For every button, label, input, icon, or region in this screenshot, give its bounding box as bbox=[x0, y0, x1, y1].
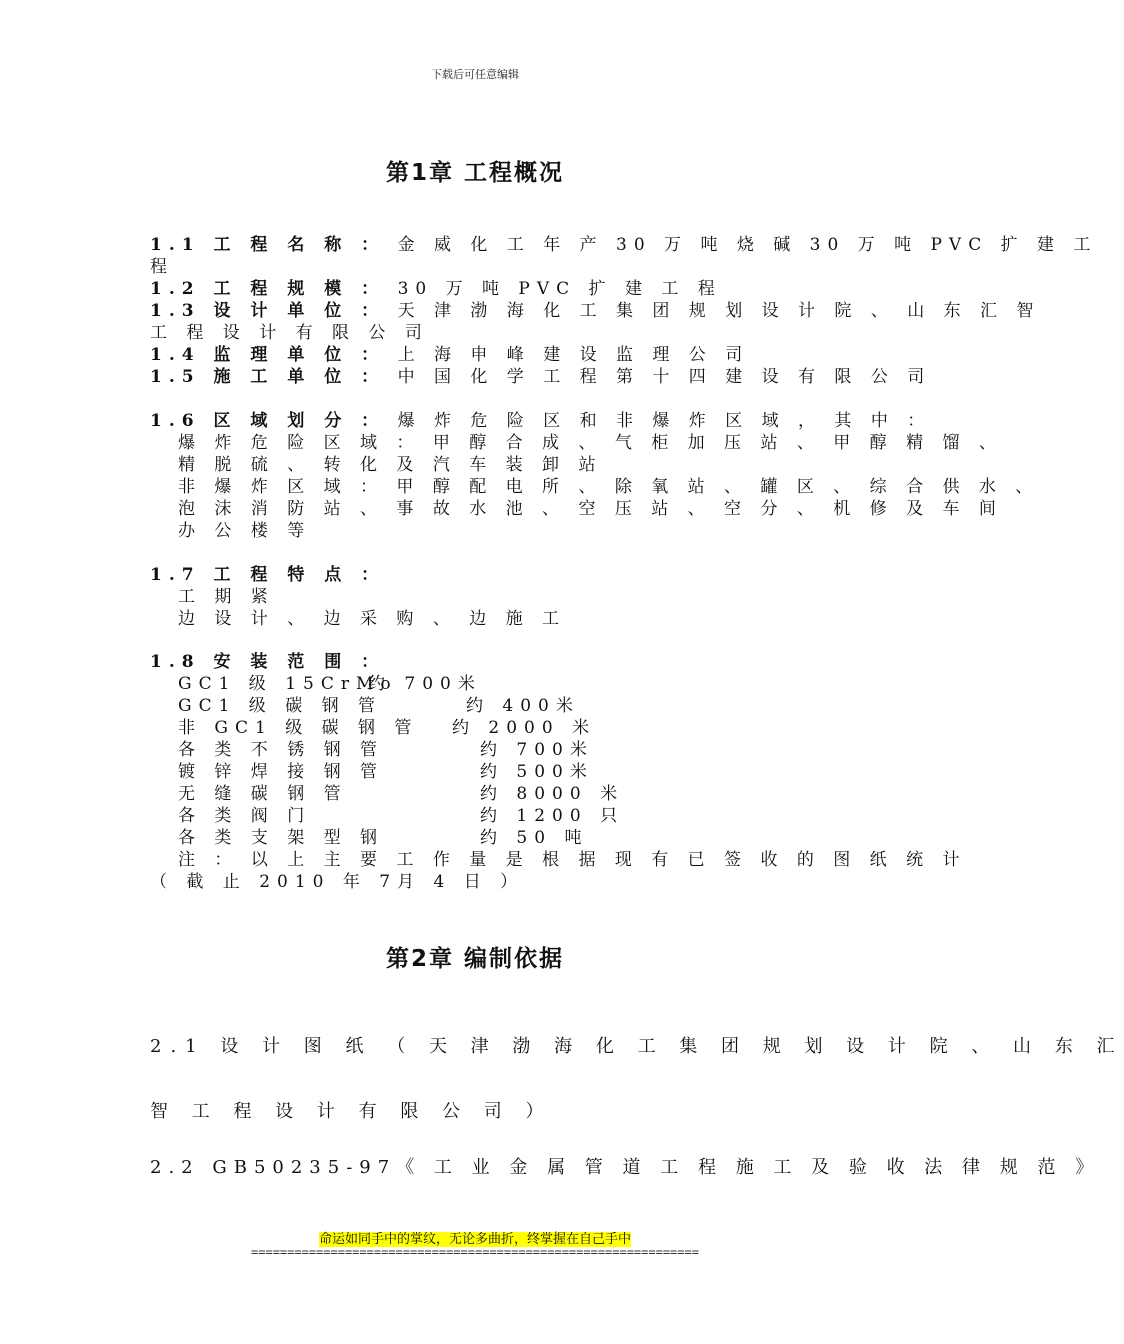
item-1-1-value: 金 威 化 工 年 产 30 万 吨 烧 碱 30 万 吨 PVC 扩 建 工 bbox=[397, 235, 1098, 255]
item-1-1-continued: 程 bbox=[150, 257, 174, 277]
scope-item: GC1 级 碳 钢 管 bbox=[178, 696, 383, 716]
scope-quantity: 约 2000 米 bbox=[452, 718, 597, 738]
item-1-6-line-4: 泡 沫 消 防 站 、 事 故 水 池 、 空 压 站 、 空 分 、 机 修 及 车 间 bbox=[178, 499, 1003, 519]
item-1-4-value: 上 海 申 峰 建 设 监 理 公 司 bbox=[397, 345, 750, 365]
item-1-7-line-2: 边 设 计 、 边 采 购 、 边 施 工 bbox=[178, 609, 567, 629]
footer-motto-text: 命运如同手中的掌纹，无论多曲折，终掌握在自己手中 bbox=[318, 1232, 631, 1247]
item-1-6-value: 爆 炸 危 险 区 和 非 爆 炸 区 域 ， 其 中 ： bbox=[397, 411, 932, 431]
item-1-2-label: 1.2 工 程 规 模 ： bbox=[150, 279, 386, 299]
item-1-6-line-1: 爆 炸 危 险 区 域 ： 甲 醇 合 成 、 气 柜 加 压 站 、 甲 醇 精 馏 、 bbox=[178, 433, 1003, 453]
chapter-1-title: 第1章 工程概况 bbox=[385, 160, 564, 186]
item-1-5-label: 1.5 施 工 单 位 ： bbox=[150, 367, 386, 387]
item-1-3-value: 天 津 渤 海 化 工 集 团 规 划 设 计 院 、 山 东 汇 智 bbox=[397, 301, 1041, 321]
scope-note-line-2: （ 截 止 2010 年 7月 4 日 ） bbox=[150, 872, 525, 892]
item-1-6-line-3: 非 爆 炸 区 域 ： 甲 醇 配 电 所 、 除 氧 站 、 罐 区 、 综 合 供 水 、 bbox=[178, 477, 1040, 497]
item-2-2: 2.2 GB50235-97《 工 业 金 属 管 道 工 程 施 工 及 验 收 法 律 规 范 》 bbox=[150, 1157, 1101, 1178]
scope-quantity: 约 50 吨 bbox=[480, 828, 589, 848]
scope-item: 各 类 支 架 型 钢 bbox=[178, 828, 385, 848]
scope-item: 镀 锌 焊 接 钢 管 bbox=[178, 762, 385, 782]
item-1-7-line-1: 工 期 紧 bbox=[178, 587, 275, 607]
scope-item: 非 GC1 级 碳 钢 管 bbox=[178, 718, 419, 738]
scope-item: 无 缝 碳 钢 管 bbox=[178, 784, 348, 804]
section-1-overview bbox=[150, 234, 1098, 564]
item-1-4-label: 1.4 监 理 单 位 ： bbox=[150, 345, 386, 365]
item-1-6-line-2: 精 脱 硫 、 转 化 及 汽 车 装 卸 站 bbox=[178, 455, 603, 475]
scope-quantity: 约 700米 bbox=[480, 740, 594, 760]
item-1-3-label: 1.3 设 计 单 位 ： bbox=[150, 301, 386, 321]
scope-item: 各 类 阀 门 bbox=[178, 806, 312, 826]
item-1-8-label: 1.8 安 装 范 围 ： bbox=[150, 652, 386, 672]
item-1-6-line-5: 办 公 楼 等 bbox=[178, 521, 312, 541]
scope-quantity: 约 1200 只 bbox=[480, 806, 625, 826]
scope-item: GC1 级 15CrMo bbox=[178, 674, 398, 694]
scope-item: 各 类 不 锈 钢 管 bbox=[178, 740, 385, 760]
item-1-2-value: 30 万 吨 PVC 扩 建 工 程 bbox=[397, 279, 722, 299]
item-1-7-label: 1.7 工 程 特 点 ： bbox=[150, 565, 386, 585]
scope-quantity: 约 500米 bbox=[480, 762, 594, 782]
item-2-1-line-1: 2.1 设 计 图 纸 （ 天 津 渤 海 化 工 集 团 规 划 设 计 院 、 山 东 汇 bbox=[150, 1036, 1124, 1057]
section-1-7 bbox=[150, 564, 870, 634]
item-1-6-label: 1.6 区 域 划 分 ： bbox=[150, 411, 386, 431]
scope-quantity: 约 400米 bbox=[466, 696, 580, 716]
item-1-3-continued: 工 程 设 计 有 限 公 司 bbox=[150, 323, 429, 343]
footer-rule: ============================================================== bbox=[251, 1245, 699, 1259]
scope-quantity: 约 700米 bbox=[368, 674, 482, 694]
scope-quantity: 约 8000 米 bbox=[480, 784, 625, 804]
item-1-1-label: 1.1 工 程 名 称 ： bbox=[150, 235, 386, 255]
scope-note-line-1: 注 ： 以 上 主 要 工 作 量 是 根 据 现 有 已 签 收 的 图 纸 统 计 bbox=[178, 850, 967, 870]
page-header: 下载后可任意编辑 bbox=[431, 68, 519, 81]
item-2-1-line-2: 智 工 程 设 计 有 限 公 司 ） bbox=[150, 1101, 553, 1122]
item-1-5-value: 中 国 化 学 工 程 第 十 四 建 设 有 限 公 司 bbox=[397, 367, 932, 387]
chapter-2-title: 第2章 编制依据 bbox=[385, 946, 564, 972]
section-1-8 bbox=[150, 651, 967, 892]
